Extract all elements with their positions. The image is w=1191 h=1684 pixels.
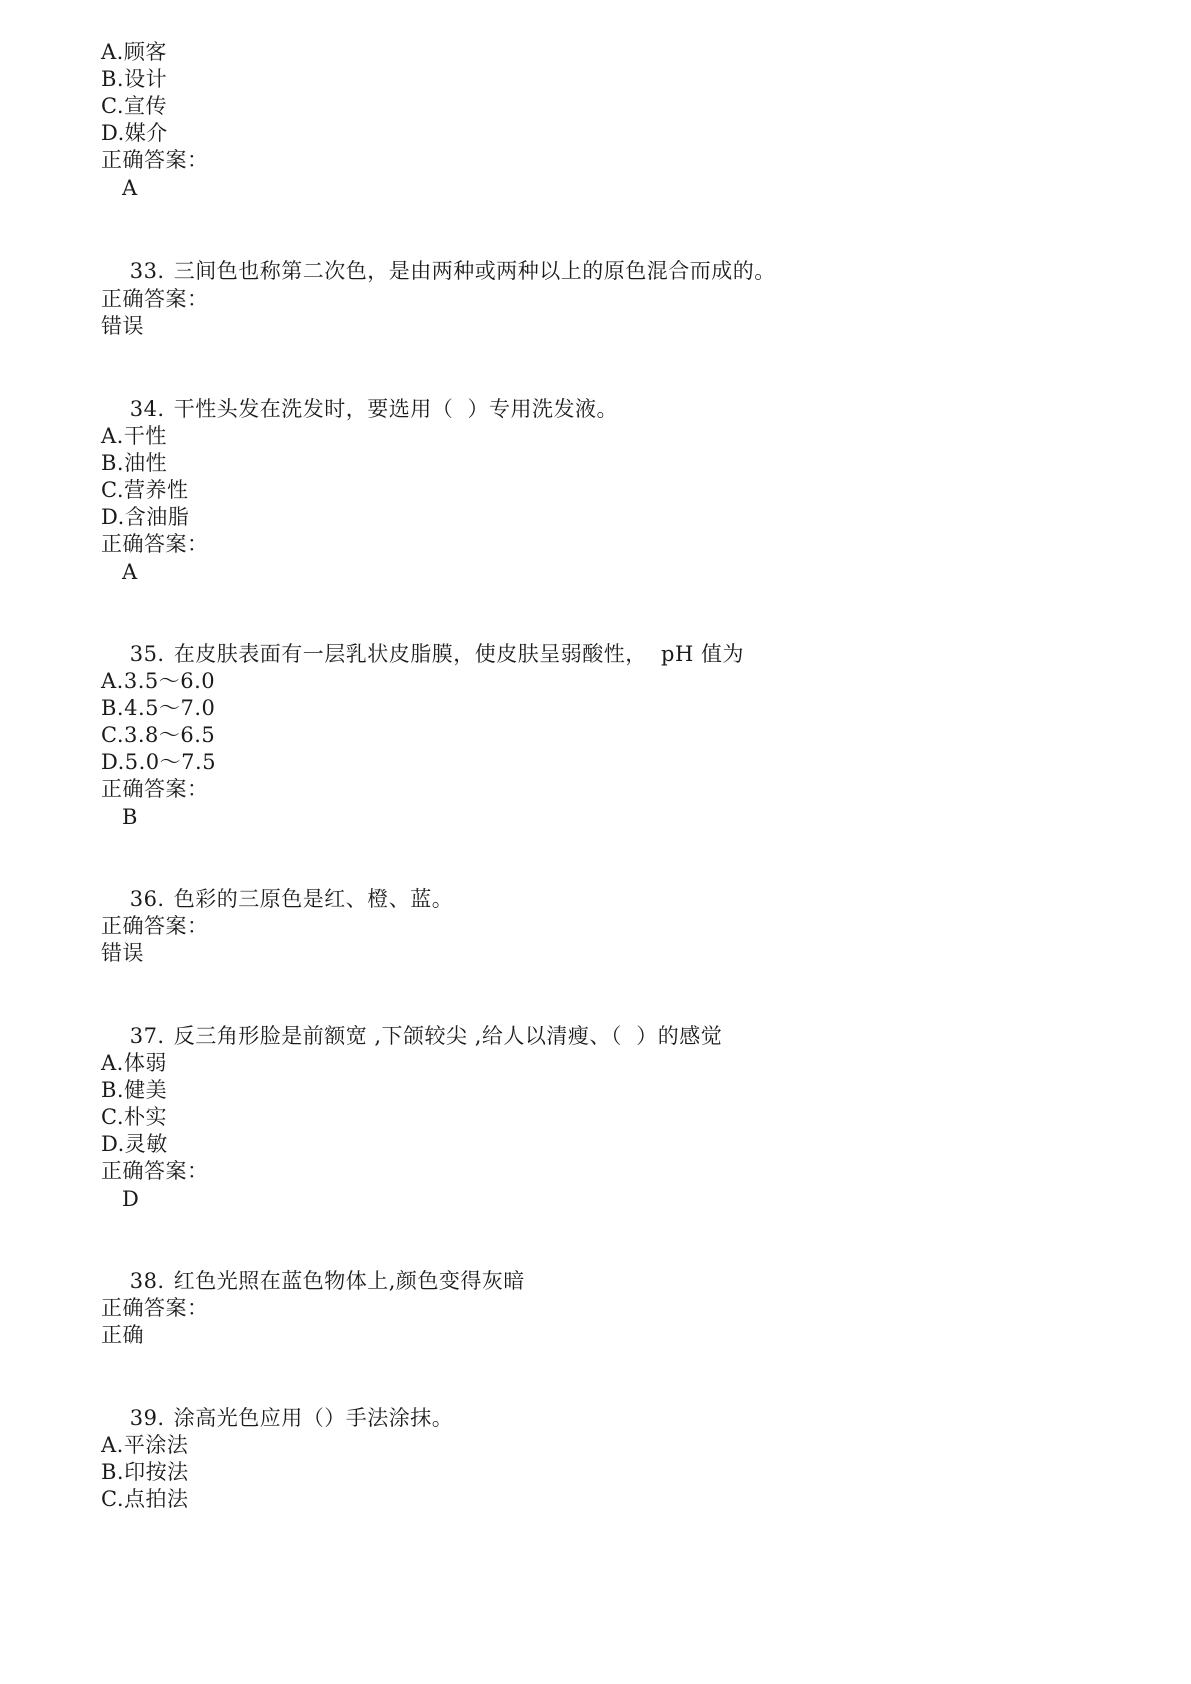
question-text: 红色光照在蓝色物体上,颜色变得灰暗 — [173, 1269, 525, 1293]
answer-value: 正确 — [101, 1323, 144, 1347]
question-number: 33. — [129, 259, 165, 283]
answer-label: 正确答案： — [101, 532, 209, 556]
option-a: A.3.5～6.0 — [101, 669, 216, 693]
answer-label: 正确答案： — [101, 1296, 209, 1320]
option-a: A.顾客 — [101, 40, 167, 64]
option-b: B.4.5～7.0 — [101, 696, 216, 720]
option-b: B.油性 — [101, 451, 168, 475]
option-b: B.健美 — [101, 1078, 168, 1102]
answer-value: 错误 — [101, 941, 144, 965]
question-number: 39. — [129, 1406, 165, 1430]
question-text: 三间色也称第二次色，是由两种或两种以上的原色混合而成的。 — [173, 259, 776, 283]
question-text: 涂高光色应用（）手法涂抹。 — [173, 1406, 454, 1430]
option-d: D.含油脂 — [101, 505, 190, 529]
question-text: 反三角形脸是前额宽 ,下颌较尖 ,给人以清瘦、（ ）的感觉 — [173, 1024, 723, 1048]
answer-label: 正确答案： — [101, 1159, 209, 1183]
answer-value: B — [122, 805, 138, 829]
option-c: C.点拍法 — [101, 1487, 189, 1511]
answer-value: A — [122, 560, 138, 584]
option-a: A.干性 — [101, 424, 167, 448]
answer-label: 正确答案： — [101, 777, 209, 801]
option-c: C.营养性 — [101, 478, 189, 502]
question-number: 38. — [129, 1269, 165, 1293]
question-number: 36. — [129, 887, 165, 911]
question-34 — [101, 367, 618, 451]
answer-value: D — [122, 1187, 140, 1211]
question-number: 35. — [129, 642, 165, 666]
option-c: C.宣传 — [101, 94, 167, 118]
option-d: D.5.0～7.5 — [101, 750, 217, 774]
question-number: 37. — [129, 1024, 165, 1048]
option-b: B.印按法 — [101, 1460, 189, 1484]
question-text: 在皮肤表面有一层乳状皮脂膜，使皮肤呈弱酸性， pH 值为 — [173, 642, 744, 666]
answer-label: 正确答案： — [101, 287, 209, 311]
option-c: C.3.8～6.5 — [101, 723, 216, 747]
option-d: D.灵敏 — [101, 1132, 168, 1156]
option-a: A.平涂法 — [101, 1433, 189, 1457]
question-number: 34. — [129, 397, 165, 421]
answer-value: 错误 — [101, 314, 144, 338]
question-text: 干性头发在洗发时，要选用（ ）专用洗发液。 — [173, 397, 619, 421]
answer-value: A — [122, 176, 138, 200]
option-b: B.设计 — [101, 67, 168, 91]
question-37 — [101, 994, 722, 1078]
answer-label: 正确答案： — [101, 914, 209, 938]
question-text: 色彩的三原色是红、橙、蓝。 — [173, 887, 454, 911]
answer-label: 正确答案： — [101, 148, 209, 172]
option-d: D.媒介 — [101, 121, 168, 145]
option-c: C.朴实 — [101, 1105, 167, 1129]
option-a: A.体弱 — [101, 1051, 167, 1075]
